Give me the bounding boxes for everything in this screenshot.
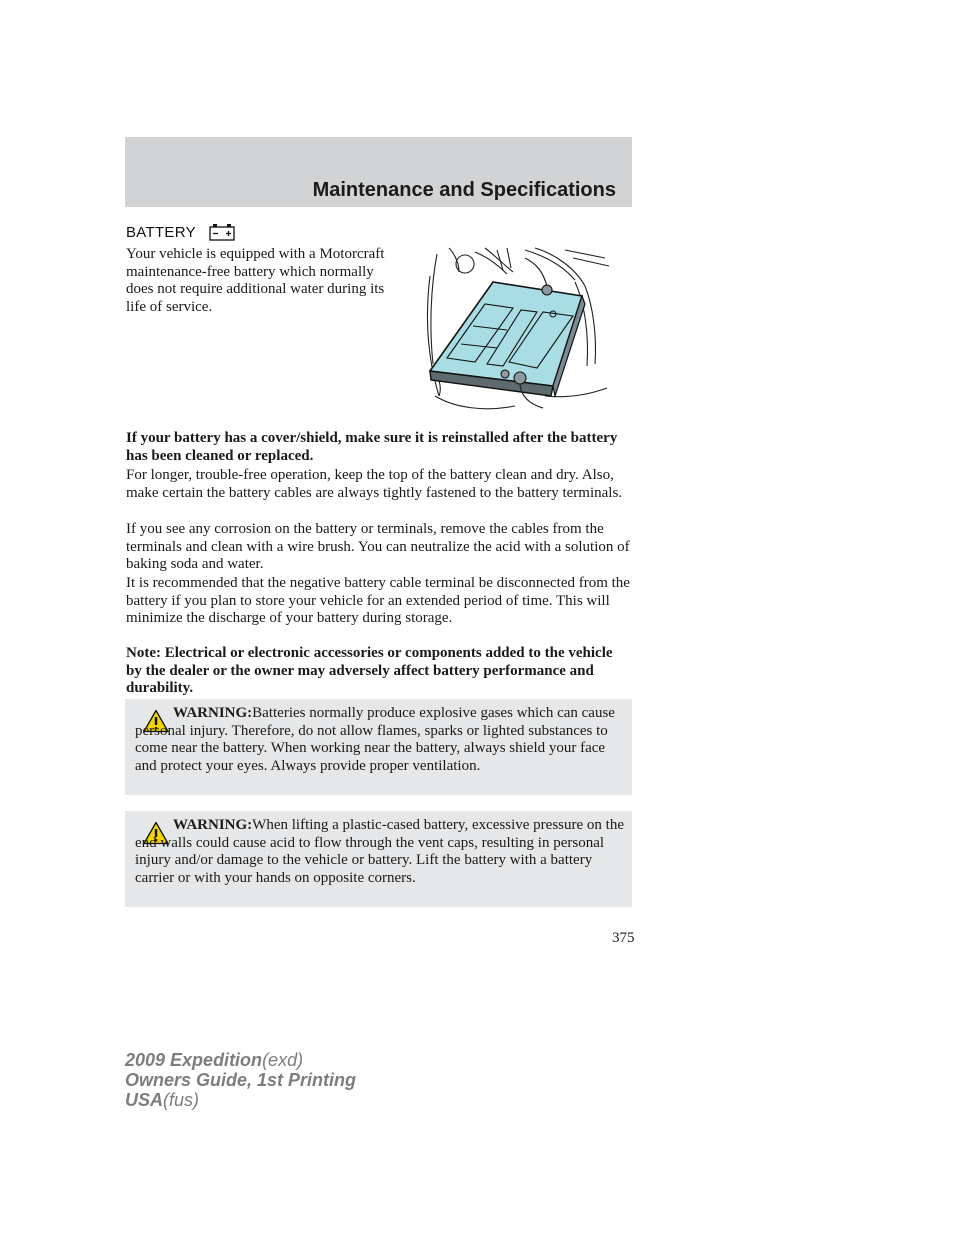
warning-text: WARNING:Batteries normally produce explosive gases which can cause personal injury. Therefore, do not allow flames, sparks or lighted substances to come near the battery. When working near the battery, always shield your face and protect your eyes. Always provide proper ventilation.	[135, 705, 615, 774]
page-number: 375	[612, 930, 635, 946]
cover-shield-paragraph: If your battery has a cover/shield, make sure it is reinstalled after the battery has been cleaned or replaced.	[126, 430, 618, 464]
warning-box-gases	[125, 699, 632, 795]
footer-print-info	[125, 1050, 356, 1110]
battery-minus-plus-icon	[209, 223, 235, 241]
battery-illustration	[425, 246, 610, 414]
corrosion-paragraph: If you see any corrosion on the battery or terminals, remove the cables from the terminals and clean with a wire brush. You can neutralize the acid with a solution of baking soda and water.	[126, 521, 630, 572]
page-header-title: Maintenance and Specifications	[312, 179, 616, 201]
warning-box-lifting	[125, 811, 632, 907]
footer-line-3: USA(fus)	[125, 1090, 200, 1110]
footer-line-1: 2009 Expedition(exd)	[125, 1050, 304, 1070]
warning-text: WARNING:When lifting a plastic-cased battery, excessive pressure on the end walls could cause acid to flow through the vent caps, resulting in personal injury and/or damage to the vehicle or battery. Lift the battery with a battery carrier or with your hands on opposite corners.	[135, 817, 624, 886]
section-title: BATTERY	[126, 224, 196, 241]
storage-paragraph: It is recommended that the negative battery cable terminal be disconnected from the battery if you plan to store your vehicle for an extended period of time. This will minimize the discharge of your battery during storage.	[126, 575, 630, 626]
note-paragraph: Note: Electrical or electronic accessories or components added to the vehicle by the dealer or the owner may adversely affect battery performance and durability.	[126, 645, 613, 696]
header-band	[125, 137, 632, 207]
intro-paragraph: Your vehicle is equipped with a Motorcraft maintenance-free battery which normally does not require additional water during its life of service.	[126, 246, 385, 315]
cleaning-paragraph: For longer, trouble-free operation, keep the top of the battery clean and dry. Also, make certain the battery cables are always tightly fastened to the battery terminals.	[126, 467, 623, 501]
footer-line-2: Owners Guide, 1st Printing	[125, 1070, 357, 1090]
